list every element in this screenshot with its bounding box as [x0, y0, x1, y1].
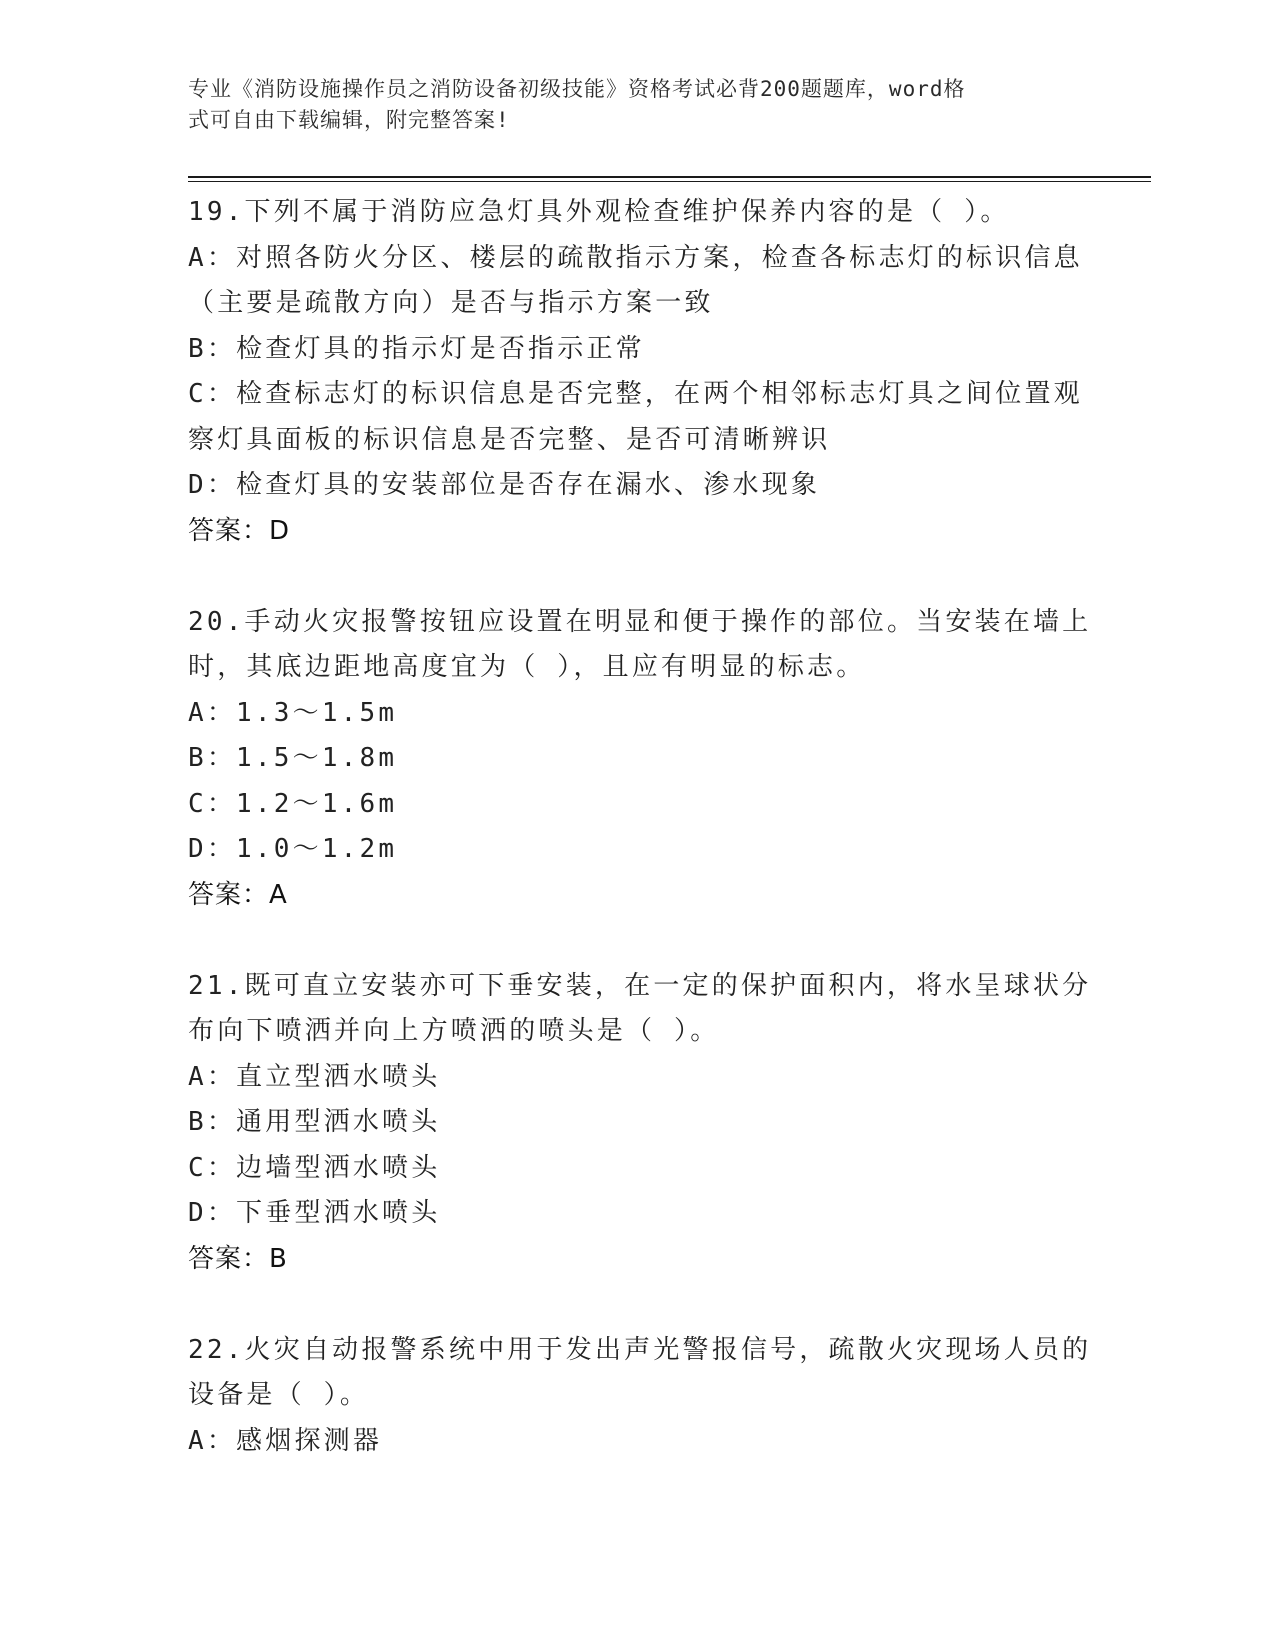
- answer-label: 答案：: [188, 515, 270, 546]
- question-block: [188, 1328, 1092, 1465]
- question-line: D：1.0～1.2m: [188, 834, 398, 864]
- question-line: （主要是疏散方向）是否与指示方案一致: [188, 288, 714, 318]
- header-divider-thick: [188, 176, 1151, 178]
- question-line: 察灯具面板的标识信息是否完整、是否可清晰辨识: [188, 424, 831, 455]
- question-block: [188, 190, 1088, 554]
- question-line: C：1.2～1.6m: [188, 788, 398, 819]
- question-stem: 21.既可直立安装亦可下垂安装，在一定的保护面积内，将水呈球状分: [188, 970, 1092, 1001]
- answer-label: 答案：: [188, 1243, 270, 1274]
- question-list: [188, 190, 1092, 1464]
- header-line-2: 式可自由下载编辑，附完整答案!: [188, 108, 510, 132]
- header-divider-thin: [188, 181, 1151, 182]
- question-line: B：检查灯具的指示灯是否指示正常: [188, 333, 645, 364]
- answer-line: [188, 509, 1088, 555]
- page-header: [188, 74, 1068, 136]
- question-line: A：直立型洒水喷头: [188, 1061, 441, 1092]
- question-line: B：1.5～1.8m: [188, 743, 398, 773]
- question-spacer: [188, 1282, 1088, 1328]
- header-line-1: 专业《消防设施操作员之消防设备初级技能》资格考试必背200题题库，word格: [188, 77, 966, 101]
- question-block: [188, 964, 1092, 1283]
- question-stem: 20.手动火灾报警按钮应设置在明显和便于操作的部位。当安装在墙上: [188, 606, 1092, 637]
- question-spacer: [188, 554, 1088, 600]
- question-line: C：边墙型洒水喷头: [188, 1152, 441, 1183]
- question-line: 设备是（ ）。: [188, 1380, 370, 1410]
- question-block: [188, 600, 1092, 919]
- answer-value: A: [269, 879, 288, 910]
- question-line: D：检查灯具的安装部位是否存在漏水、渗水现象: [188, 470, 821, 500]
- answer-label: 答案：: [188, 879, 270, 910]
- question-line: A：1.3～1.5m: [188, 697, 398, 728]
- answer-line: [188, 1237, 1088, 1283]
- question-spacer: [188, 918, 1088, 964]
- question-line: B：通用型洒水喷头: [188, 1107, 441, 1137]
- question-line: A：感烟探测器: [188, 1425, 383, 1456]
- answer-line: [188, 873, 1088, 919]
- question-line: A：对照各防火分区、楼层的疏散指示方案，检查各标志灯的标识信息: [188, 242, 1083, 273]
- question-stem: 22.火灾自动报警系统中用于发出声光警报信号，疏散火灾现场人员的: [188, 1334, 1092, 1365]
- question-line: 布向下喷洒并向上方喷洒的喷头是（ ）。: [188, 1016, 720, 1046]
- answer-value: D: [269, 515, 291, 546]
- question-line: D：下垂型洒水喷头: [188, 1198, 441, 1228]
- question-stem: 19.下列不属于消防应急灯具外观检查维护保养内容的是（ ）。: [188, 197, 1010, 227]
- answer-value: B: [269, 1243, 288, 1274]
- question-line: C：检查标志灯的标识信息是否完整，在两个相邻标志灯具之间位置观: [188, 379, 1083, 409]
- question-line: 时，其底边距地高度宜为（ ），且应有明显的标志。: [188, 652, 866, 682]
